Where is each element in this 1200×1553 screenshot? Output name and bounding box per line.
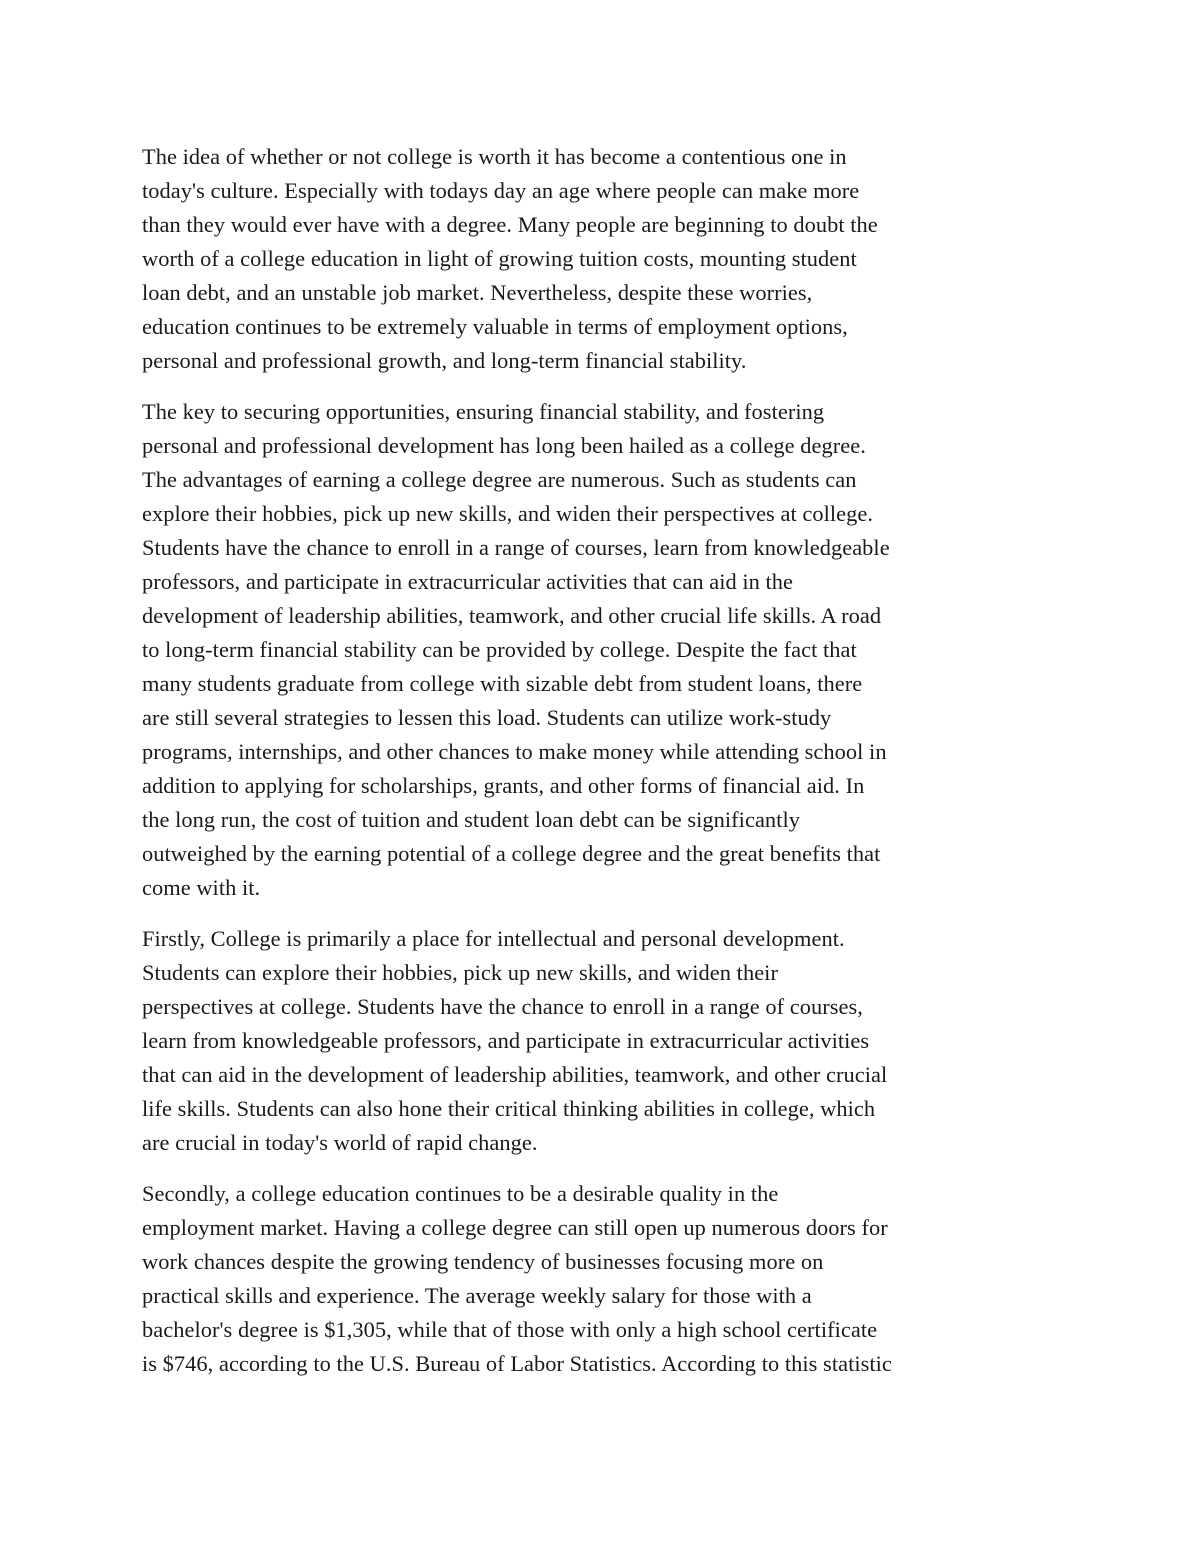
paragraph-1 xyxy=(142,140,1067,378)
text-line: loan debt, and an unstable job market. Nevertheless, despite these worries, xyxy=(142,280,813,305)
text-line: worth of a college education in light of growing tuition costs, mounting student xyxy=(142,246,857,271)
text-line: The advantages of earning a college degree are numerous. Such as students can xyxy=(142,467,857,492)
text-line: Students can explore their hobbies, pick up new skills, and widen their xyxy=(142,960,778,985)
text-line: perspectives at college. Students have the chance to enroll in a range of courses, xyxy=(142,994,863,1019)
text-line: that can aid in the development of leadership abilities, teamwork, and other crucial xyxy=(142,1062,888,1087)
text-line: than they would ever have with a degree. Many people are beginning to doubt the xyxy=(142,212,878,237)
text-line: learn from knowledgeable professors, and participate in extracurricular activities xyxy=(142,1028,870,1053)
document-body xyxy=(142,140,1067,1398)
text-line: addition to applying for scholarships, grants, and other forms of financial aid. In xyxy=(142,773,865,798)
text-line: The idea of whether or not college is worth it has become a contentious one in xyxy=(142,144,847,169)
text-line: are crucial in today's world of rapid change. xyxy=(142,1130,538,1155)
text-line: the long run, the cost of tuition and student loan debt can be significantly xyxy=(142,807,800,832)
text-line: outweighed by the earning potential of a college degree and the great benefits that xyxy=(142,841,881,866)
text-line: are still several strategies to lessen this load. Students can utilize work-study xyxy=(142,705,832,730)
text-line: explore their hobbies, pick up new skills, and widen their perspectives at college. xyxy=(142,501,874,526)
text-line: Firstly, College is primarily a place for intellectual and personal development. xyxy=(142,926,845,951)
text-line: The key to securing opportunities, ensuring financial stability, and fostering xyxy=(142,399,825,424)
text-line: work chances despite the growing tendency of businesses focusing more on xyxy=(142,1249,824,1274)
text-line: life skills. Students can also hone their critical thinking abilities in college, which xyxy=(142,1096,876,1121)
text-line: today's culture. Especially with todays day an age where people can make more xyxy=(142,178,860,203)
text-line: come with it. xyxy=(142,875,261,900)
text-line: personal and professional development has long been hailed as a college degree. xyxy=(142,433,866,458)
paragraph-4 xyxy=(142,1177,1067,1381)
text-line: professors, and participate in extracurricular activities that can aid in the xyxy=(142,569,794,594)
text-line: practical skills and experience. The average weekly salary for those with a xyxy=(142,1283,812,1308)
paragraph-2 xyxy=(142,395,1067,905)
text-line: personal and professional growth, and long-term financial stability. xyxy=(142,348,747,373)
text-line: development of leadership abilities, teamwork, and other crucial life skills. A road xyxy=(142,603,882,628)
text-line: education continues to be extremely valuable in terms of employment options, xyxy=(142,314,848,339)
text-line: employment market. Having a college degree can still open up numerous doors for xyxy=(142,1215,888,1240)
text-line: programs, internships, and other chances to make money while attending school in xyxy=(142,739,887,764)
text-line: is $746, according to the U.S. Bureau of Labor Statistics. According to this statistic xyxy=(142,1351,892,1376)
text-line: bachelor's degree is $1,305, while that of those with only a high school certificate xyxy=(142,1317,878,1342)
paragraph-3 xyxy=(142,922,1067,1160)
text-line: Secondly, a college education continues to be a desirable quality in the xyxy=(142,1181,779,1206)
text-line: Students have the chance to enroll in a range of courses, learn from knowledgeable xyxy=(142,535,890,560)
text-line: to long-term financial stability can be provided by college. Despite the fact that xyxy=(142,637,857,662)
text-line: many students graduate from college with sizable debt from student loans, there xyxy=(142,671,863,696)
